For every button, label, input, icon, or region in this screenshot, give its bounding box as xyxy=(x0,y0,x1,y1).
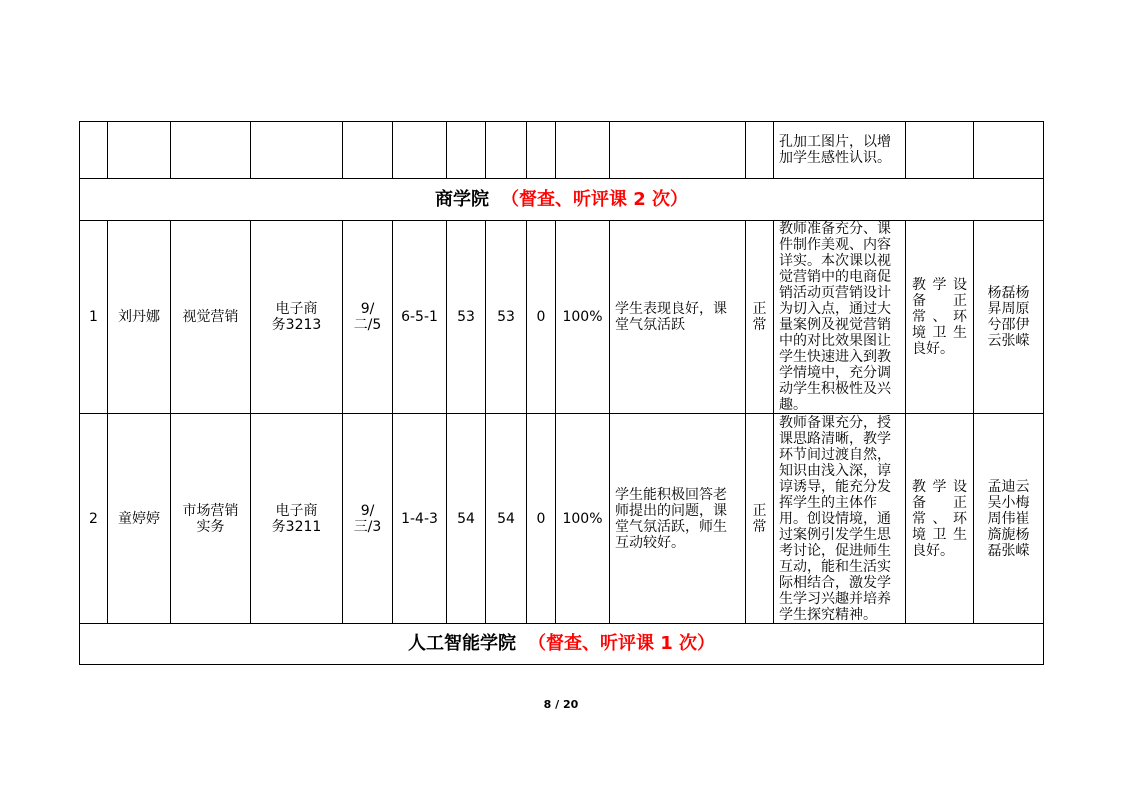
date-cell: 9/三/3 xyxy=(343,414,393,624)
table-cell xyxy=(610,122,746,179)
status-cell: 正常 xyxy=(746,414,774,624)
class-cell: 电子商务3213 xyxy=(251,221,343,414)
table-cell xyxy=(171,122,251,179)
row-number: 2 xyxy=(80,414,108,624)
attendance-rate-cell: 100% xyxy=(556,414,610,624)
expected-count-cell: 53 xyxy=(447,221,486,414)
class-cell: 电子商务3211 xyxy=(251,414,343,624)
table-cell xyxy=(343,122,393,179)
section-header-row xyxy=(80,624,1044,665)
absent-count-cell: 0 xyxy=(527,221,556,414)
table-cell xyxy=(556,122,610,179)
section-header-row xyxy=(80,179,1044,221)
environment-cell: 教学设备正常、环境卫生良好。 xyxy=(906,414,974,624)
table-cell xyxy=(393,122,447,179)
table-cell xyxy=(527,122,556,179)
table-cell xyxy=(108,122,171,179)
section-header xyxy=(80,624,1044,665)
period-cell: 1-4-3 xyxy=(393,414,447,624)
absent-count-cell: 0 xyxy=(527,414,556,624)
section-title: 商学院 xyxy=(434,188,489,210)
section-title: 人工智能学院 xyxy=(407,633,516,654)
section-header xyxy=(80,179,1044,221)
status-cell: 正常 xyxy=(746,221,774,414)
teacher-cell: 刘丹娜 xyxy=(108,221,171,414)
date-cell: 9/二/5 xyxy=(343,221,393,414)
teacher-cell: 童婷婷 xyxy=(108,414,171,624)
table-cell xyxy=(80,122,108,179)
section-note: （督查、听评课 1 次） xyxy=(527,633,716,654)
course-cell: 市场营销实务 xyxy=(171,414,251,624)
table-row xyxy=(80,221,1044,414)
table-row xyxy=(80,122,1044,179)
page-number: 8 / 20 xyxy=(543,698,579,711)
student-state-cell: 学生表现良好，课堂气氛活跃 xyxy=(610,221,746,414)
table-cell xyxy=(486,122,527,179)
table-cell xyxy=(974,122,1044,179)
table-cell xyxy=(447,122,486,179)
table-row xyxy=(80,414,1044,624)
comment-cell: 教师备课充分，授课思路清晰，教学环节间过渡自然，知识由浅入深，谆谆诱导，能充分发挥学生的主体作用。创设情境，通过案例引发学生思考讨论，促进师生互动，能和生活实际相结合，激发学生学习兴趣并培养学生探究精神。 xyxy=(774,414,906,624)
environment-cell: 教学设备正常、环境卫生良好。 xyxy=(906,221,974,414)
expected-count-cell: 54 xyxy=(447,414,486,624)
comment-cell: 教师准备充分、课件制作美观、内容详实。本次课以视觉营销中的电商促销活动页营销设计为切入点，通过大量案例及视觉营销中的对比效果图让学生快速进入到教学情境中，充分调动学生积极性及兴趣。 xyxy=(774,221,906,414)
table-cell xyxy=(906,122,974,179)
actual-count-cell: 53 xyxy=(486,221,527,414)
period-cell: 6-5-1 xyxy=(393,221,447,414)
inspectors-cell: 孟迪云吴小梅周伟崔旖旎杨磊张嵘 xyxy=(974,414,1044,624)
course-cell: 视觉营销 xyxy=(171,221,251,414)
inspection-table xyxy=(79,121,1044,665)
inspectors-cell: 杨磊杨昇周原兮邵伊云张嵘 xyxy=(974,221,1044,414)
section-note: （督查、听评课 2 次） xyxy=(500,188,689,210)
row-number: 1 xyxy=(80,221,108,414)
table-cell xyxy=(251,122,343,179)
actual-count-cell: 54 xyxy=(486,414,527,624)
attendance-rate-cell: 100% xyxy=(556,221,610,414)
comment-cell: 孔加工图片，以增加学生感性认识。 xyxy=(774,122,906,179)
student-state-cell: 学生能积极回答老师提出的问题，课堂气氛活跃，师生互动较好。 xyxy=(610,414,746,624)
table-cell xyxy=(746,122,774,179)
